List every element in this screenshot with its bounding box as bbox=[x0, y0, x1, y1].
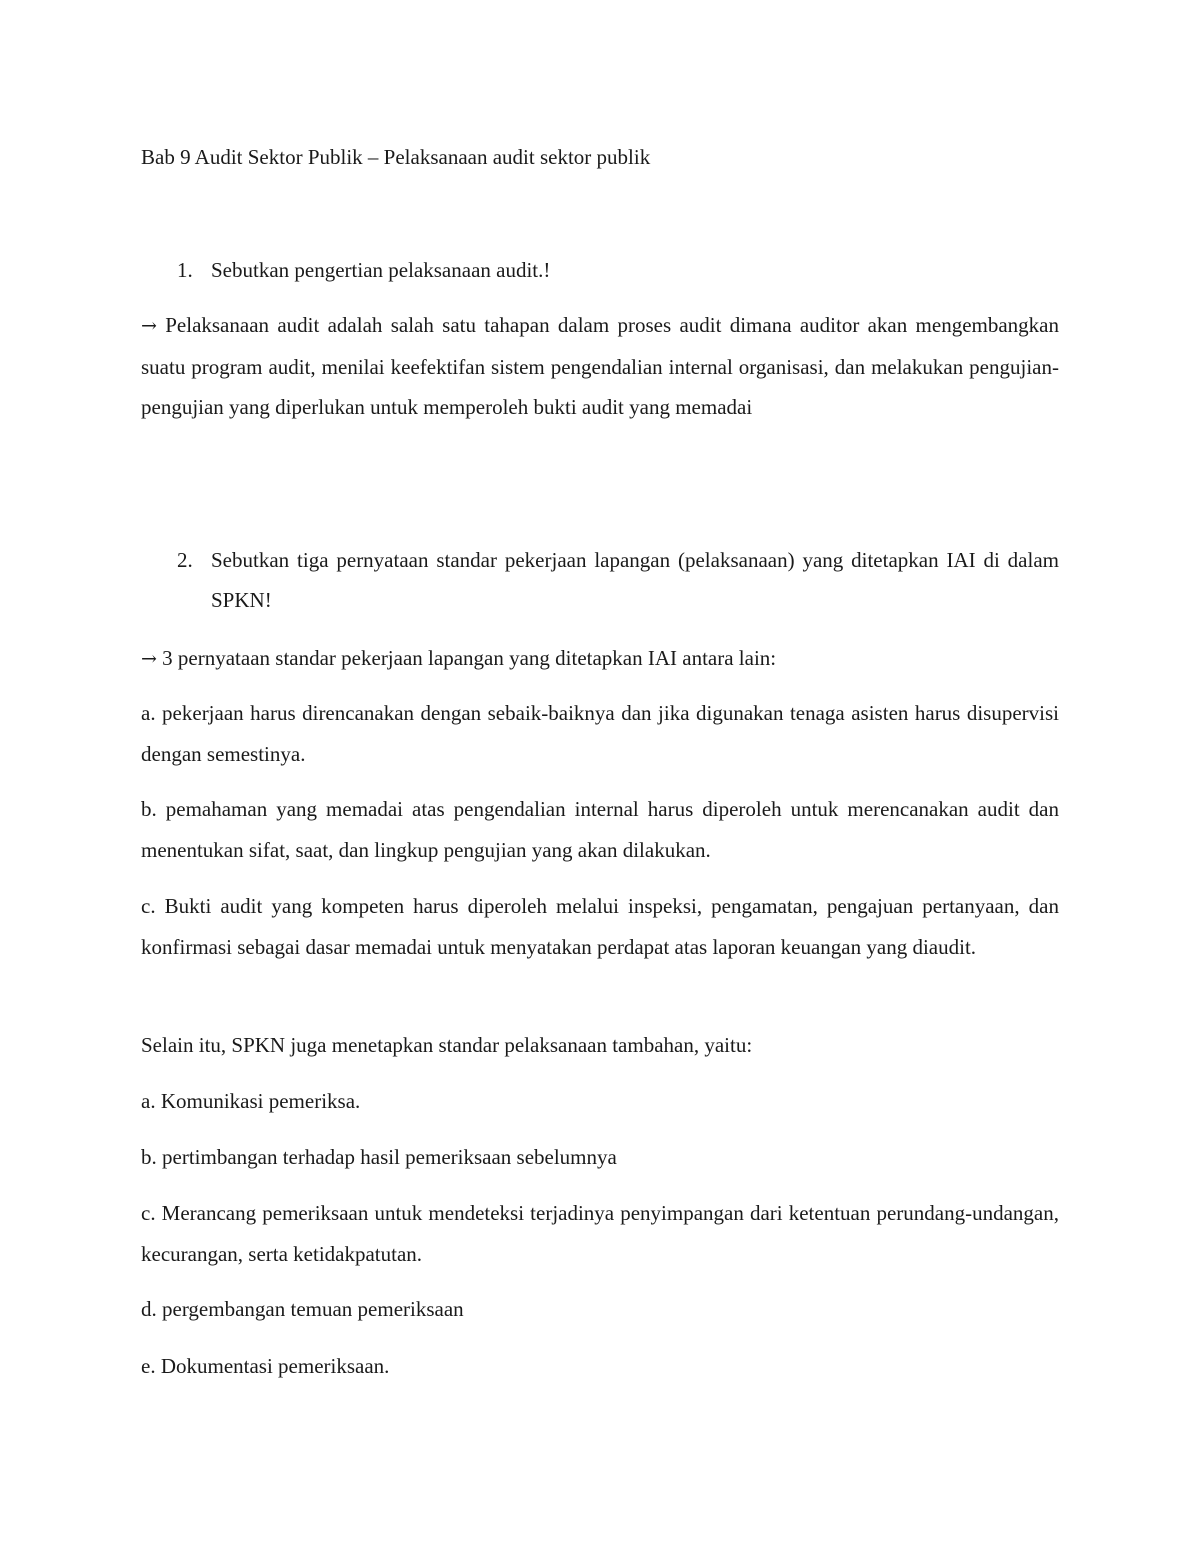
question-2-number: 2. bbox=[177, 548, 193, 572]
answer-1-text: Pelaksanaan audit adalah salah satu tahapan dalam proses audit dimana auditor akan mengembangkan suatu program audit, menilai keefektifan sistem pengendalian internal organisasi, dan melakukan pengujian-pengujian yang diperlukan untuk memperoleh bukti audit yang memadai bbox=[141, 313, 1060, 419]
extra-standards-intro: Selain itu, SPKN juga menetapkan standar pelaksanaan tambahan, yaitu: bbox=[141, 1033, 753, 1057]
list-item: b. pemahaman yang memadai atas pengendalian internal harus diperoleh untuk merencanakan audit dan menentukan sifat, saat, dan lingkup pengujian yang akan dilakukan. bbox=[141, 797, 1059, 862]
arrow-icon: → bbox=[141, 315, 157, 337]
answer-2-intro-text: 3 pernyataan standar pekerjaan lapangan yang ditetapkan IAI antara lain: bbox=[162, 646, 777, 670]
list-item: d. pergembangan temuan pemeriksaan bbox=[141, 1297, 464, 1321]
answer-1 bbox=[141, 305, 1059, 428]
list-item: a. pekerjaan harus direncanakan dengan sebaik-baiknya dan jika digunakan tenaga asisten harus disupervisi dengan semestinya. bbox=[141, 701, 1059, 766]
document-page bbox=[141, 0, 1059, 1553]
question-2-text: Sebutkan tiga pernyataan standar pekerjaan lapangan (pelaksanaan) yang ditetapkan IAI di dalam SPKN! bbox=[211, 548, 1059, 612]
question-1-number: 1. bbox=[177, 258, 193, 282]
arrow-icon: → bbox=[141, 648, 157, 670]
list-item: b. pertimbangan terhadap hasil pemeriksaan sebelumnya bbox=[141, 1145, 617, 1169]
list-item: c. Bukti audit yang kompeten harus diperoleh melalui inspeksi, pengamatan, pengajuan pertanyaan, dan konfirmasi sebagai dasar memadai untuk menyatakan perdapat atas laporan keuangan yang diaudit. bbox=[141, 894, 1059, 959]
document-title: Bab 9 Audit Sektor Publik – Pelaksanaan audit sektor publik bbox=[141, 145, 651, 169]
question-1-text: Sebutkan pengertian pelaksanaan audit.! bbox=[211, 258, 551, 282]
list-item: c. Merancang pemeriksaan untuk mendeteksi terjadinya penyimpangan dari ketentuan perundang-undangan, kecurangan, serta ketidakpatutan. bbox=[141, 1201, 1059, 1266]
list-item: e. Dokumentasi pemeriksaan. bbox=[141, 1354, 390, 1378]
answer-2-intro bbox=[141, 638, 1059, 680]
list-item: a. Komunikasi pemeriksa. bbox=[141, 1089, 361, 1113]
